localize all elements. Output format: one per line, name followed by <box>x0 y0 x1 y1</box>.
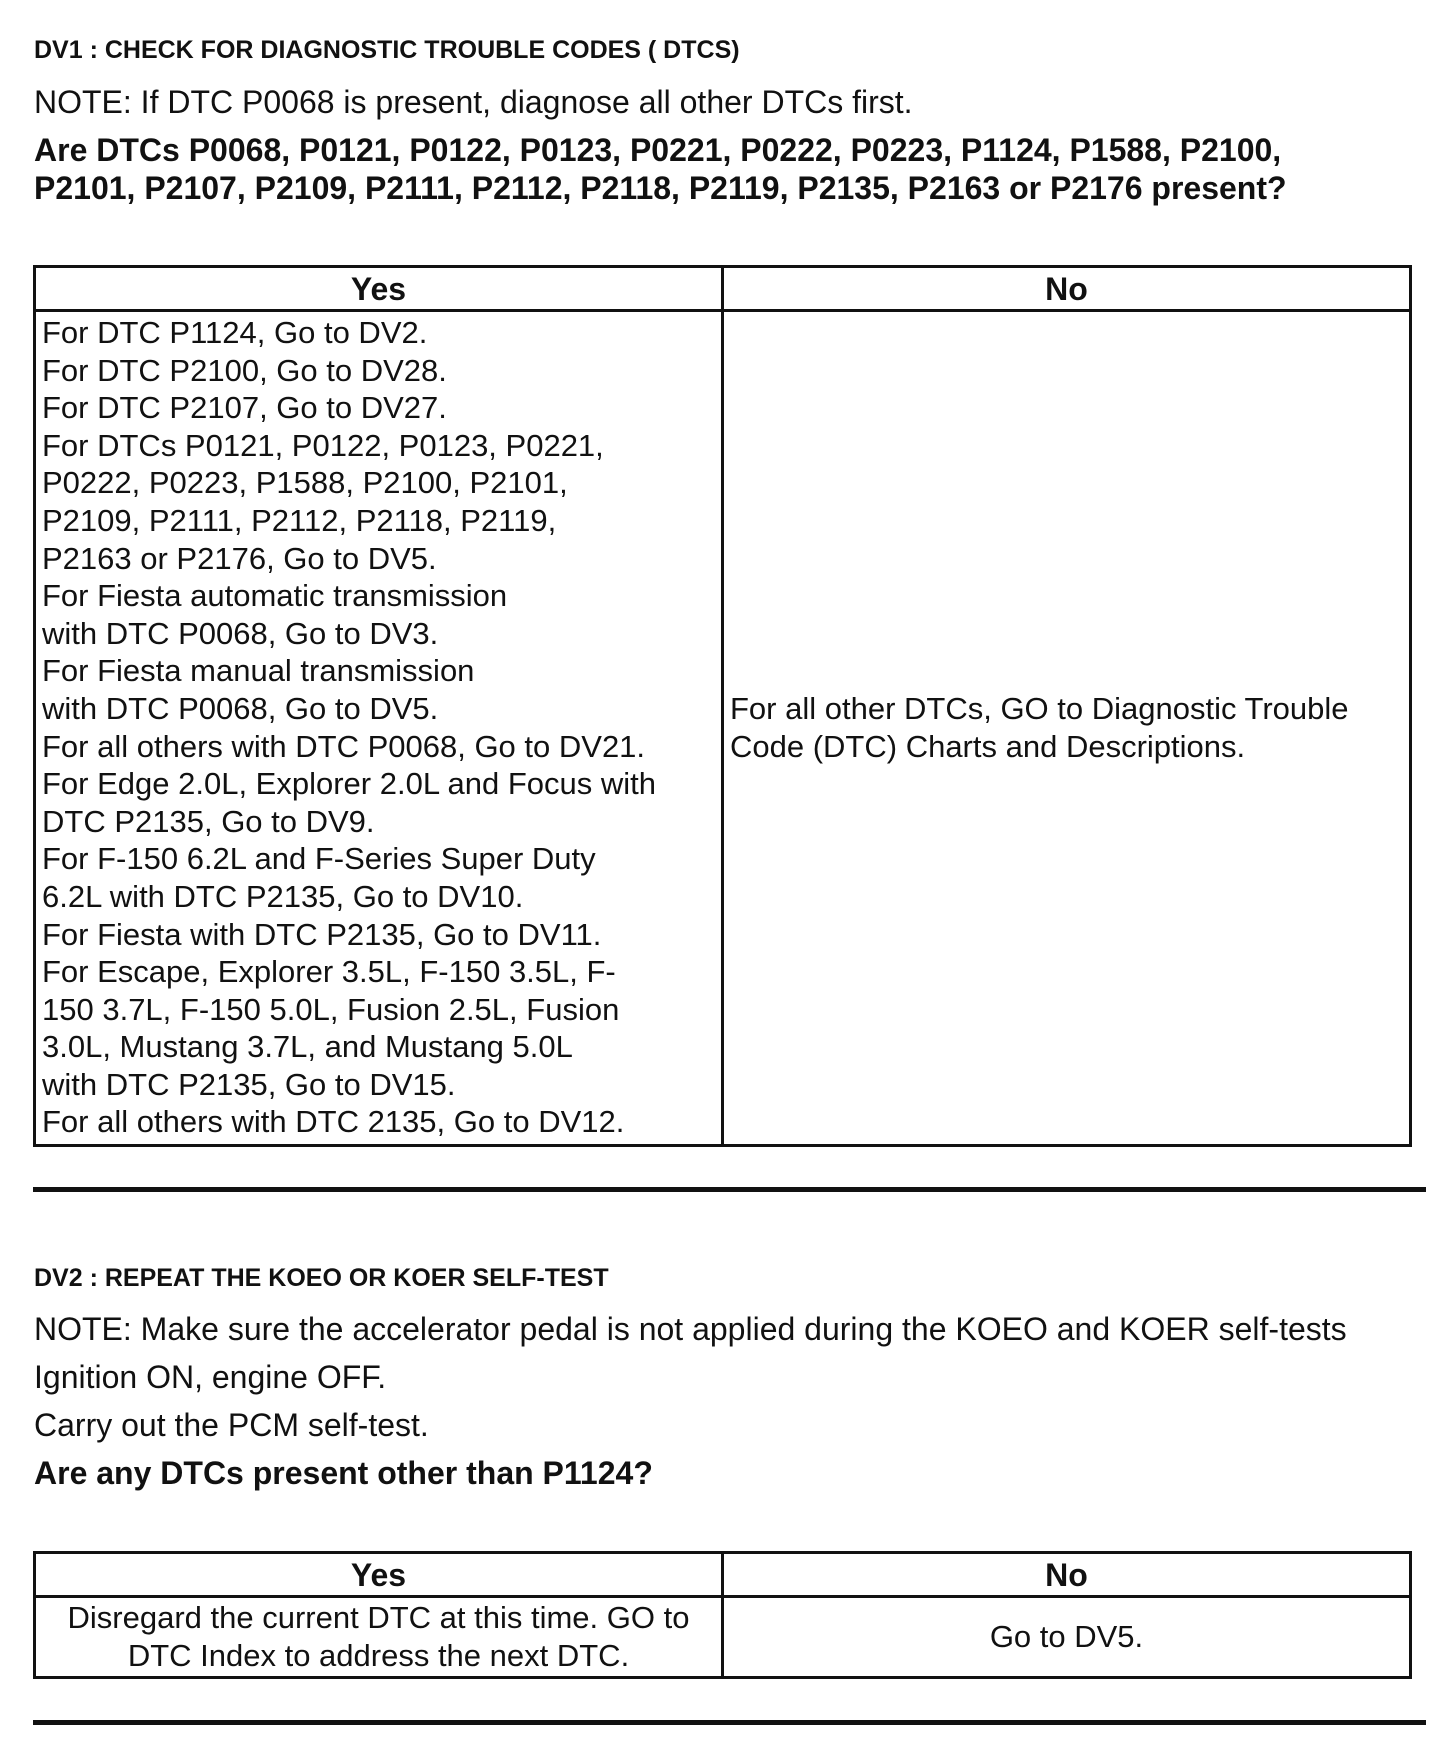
dv1-yes-line: For all others with DTC 2135, Go to DV12. <box>42 1104 625 1140</box>
dv2-no-cell <box>723 1597 1411 1678</box>
dv1-yes-line: with DTC P2135, Go to DV15. <box>42 1066 456 1102</box>
dv2-question: Are any DTCs present other than P1124? <box>34 1455 653 1491</box>
dv2-step-2: Carry out the PCM self-test. <box>34 1407 429 1443</box>
dv2-yes-line-2: DTC Index to address the next DTC. <box>127 1638 630 1673</box>
dv1-yes-line: For DTC P2107, Go to DV27. <box>42 390 447 426</box>
dv1-yes-line: For DTC P2100, Go to DV28. <box>42 352 447 388</box>
dv2-no-header: No <box>723 1553 1411 1597</box>
dv1-yes-header: Yes <box>35 267 723 311</box>
dv1-no-line-1: For all other DTCs, GO to Diagnostic Trouble <box>730 691 1349 727</box>
dv2-note: NOTE: Make sure the accelerator pedal is not applied during the KOEO and KOER self-tests <box>34 1311 1347 1347</box>
dv1-yes-line: with DTC P0068, Go to DV3. <box>42 615 439 651</box>
dv1-yes-line: For F-150 6.2L and F-Series Super Duty <box>42 841 596 877</box>
dv1-yes-line: 150 3.7L, F-150 5.0L, Fusion 2.5L, Fusion <box>42 991 620 1027</box>
dv1-yes-line: with DTC P0068, Go to DV5. <box>42 690 439 726</box>
dv1-yes-cell <box>35 311 723 1146</box>
dv1-yes-line: For Escape, Explorer 3.5L, F-150 3.5L, F- <box>42 954 616 990</box>
dv1-yes-line: For Fiesta automatic transmission <box>42 578 508 614</box>
dv1-question-line-2: P2101, P2107, P2109, P2111, P2112, P2118, P2119, P2135, P2163 or P2176 present? <box>34 170 1287 206</box>
dv2-yes-cell <box>35 1597 723 1678</box>
dv2-yes-header: Yes <box>35 1553 723 1597</box>
dv1-note: NOTE: If DTC P0068 is present, diagnose all other DTCs first. <box>34 84 913 120</box>
dv1-yes-line: 3.0L, Mustang 3.7L, and Mustang 5.0L <box>42 1029 573 1065</box>
section-divider-bottom <box>33 1720 1426 1725</box>
dv1-yes-line: P2163 or P2176, Go to DV5. <box>42 540 437 576</box>
dv2-step-1: Ignition ON, engine OFF. <box>34 1359 387 1395</box>
dv1-yes-line: P2109, P2111, P2112, P2118, P2119, <box>42 502 557 538</box>
dv1-yes-line: For Fiesta manual transmission <box>42 653 475 689</box>
dv1-no-header: No <box>723 267 1411 311</box>
dv2-answer-table <box>33 1551 1412 1679</box>
dv2-title: DV2 : REPEAT THE KOEO OR KOER SELF-TEST <box>34 1264 609 1292</box>
dv2-no-text: Go to DV5. <box>989 1619 1144 1655</box>
dv1-yes-line: For Edge 2.0L, Explorer 2.0L and Focus with <box>42 766 657 802</box>
dv1-answer-table <box>33 265 1412 1147</box>
dv1-yes-line: DTC P2135, Go to DV9. <box>42 803 375 839</box>
dv1-yes-line: For DTC P1124, Go to DV2. <box>42 315 428 350</box>
dv2-yes-line-1: Disregard the current DTC at this time. GO to <box>67 1600 690 1636</box>
dv1-no-cell <box>723 311 1411 1146</box>
dv1-yes-line: For Fiesta with DTC P2135, Go to DV11. <box>42 916 602 952</box>
dv1-question-line-1: Are DTCs P0068, P0121, P0122, P0123, P0221, P0222, P0223, P1124, P1588, P2100, <box>34 132 1282 168</box>
section-divider <box>33 1187 1426 1192</box>
dv1-yes-line: For all others with DTC P0068, Go to DV21. <box>42 728 646 764</box>
dv1-yes-line: For DTCs P0121, P0122, P0123, P0221, <box>42 427 604 463</box>
dv1-yes-line: 6.2L with DTC P2135, Go to DV10. <box>42 878 524 914</box>
dv1-title: DV1 : CHECK FOR DIAGNOSTIC TROUBLE CODES ( DTCS) <box>34 36 740 64</box>
dv1-no-line-2: Code (DTC) Charts and Descriptions. <box>730 729 1246 764</box>
dv1-yes-line: P0222, P0223, P1588, P2100, P2101, <box>42 465 568 501</box>
